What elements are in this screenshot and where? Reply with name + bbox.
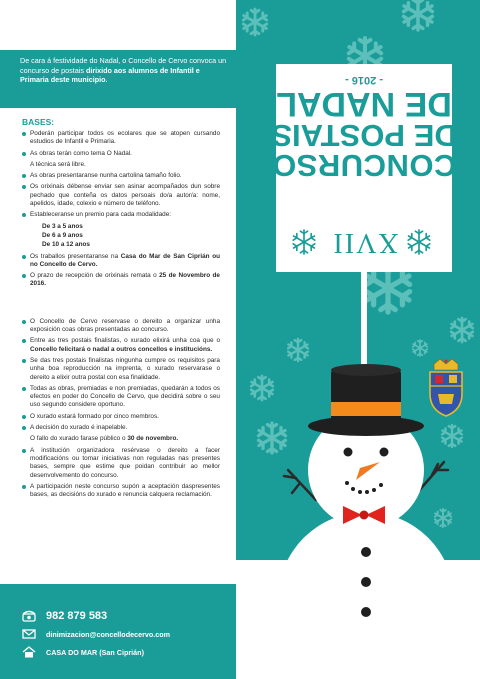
list-item: O prazo de recepción de orixinais remata o 25 de Novembro de 2016. [22,272,220,289]
list-item: A participación neste concurso supón a aceptación daspresentes bases, as decisións do xurado e renuncia calquera reclamación. [22,483,220,500]
list-item: As obras presentaranse nunha cartolina tamaño folio. [22,172,220,180]
intro-text: De cara á festividade do Nadal, o Concello de Cervo convoca un concurso de postais dirixido aos alumnos de Infantil e Primaria deste municipio. [20,56,227,84]
age-category: De 3 a 5 anos [42,222,83,230]
poster-year: - 2016 - [345,74,383,86]
age-category: De 10 a 12 anos [42,241,90,249]
snowflake-icon [408,230,430,254]
list-item: Estableceranse un premio para cada modalidade: [22,211,220,219]
list-item: Entre as tres postais finalistas, o xurado elixirá unha coa que o Concello felicitará o nadal a outros concellos e institucións. [22,337,220,354]
address-text: CASA DO MAR (San Ciprián) [46,647,144,657]
list-item: A institución organizadora resérvase o dereito a facer modificacións ou tomar iniciativas non reguladas nas presentes bases, sempre que estime que poidan contribuir ao mellor desenvolvemento do concurso. [22,447,220,480]
title-line-1: CONCURSO [271,148,457,183]
list-item: Poderán participar todos os ecolares que se atopen cursando estudios de Infantil e Primaria. [22,130,220,147]
list-item: O Concello de Cervo reservase o dereito a organizar unha exposición coas obras presentadas ao concurso. [22,318,220,335]
phone-number: 982 879 583 [46,610,108,622]
list-item: Se das tres postais finalistas ningunha cumpre os requisitos para unha boa reproducción na imprenta, o xurado reservarase o dereito a elixir outra postal con esa finalidade. [22,357,220,382]
list-item: O xurado estará formado por cinco membros. [22,413,220,421]
more-info-link[interactable]: + INFORMACIÓN [148,586,216,595]
list-item: O fallo do xurado farase público o 30 de novembro. [30,435,179,443]
edition-number: XVII [331,227,399,258]
title-line-3: DE NADAL [276,85,452,123]
title-line-2: DE POSTAIS [271,118,457,153]
list-item: As obras terán como tema O Nadal. [22,150,220,158]
list-item: Os traballos presentaranse na Casa do Mar de San Ciprián ou no Concello de Cervo. [22,253,220,270]
list-item: A técnica será libre. [30,160,86,168]
list-item: Todas as obras, premiadas e non premiadas, quedarán a todos os efectos en poder do Concello de Cervo, que decidirá sobre o seu uso segundo considere oportuno. [22,385,220,410]
list-item: A decisión do xurado é inapelable. [22,424,220,432]
coat-of-arms-icon [430,359,462,416]
snowflake-icon [293,230,315,254]
snowman [278,364,454,679]
bases-title: BASES: [22,117,55,127]
age-category: De 6 a 9 anos [42,231,83,239]
list-item: Os orixinais débense enviar sen asinar acompañados dun sobre pechado que conteña os datos persoais do/a autor/a: nome, apelidos, idade, colexio e número de teléfono. [22,183,220,208]
email-address: dinimizacion@concellodecervo.com [46,629,171,639]
